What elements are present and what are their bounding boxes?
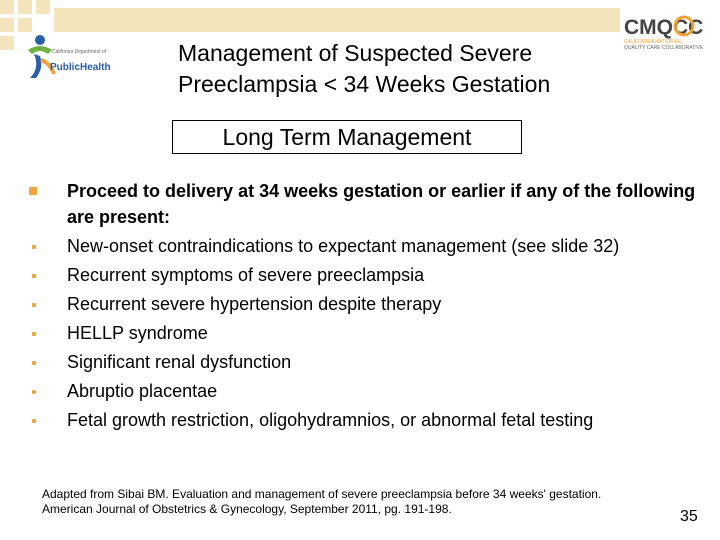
sub-bullet-text: New-onset contraindications to expectant management (see slide 32) bbox=[67, 236, 620, 256]
decorative-square bbox=[0, 0, 14, 14]
public-health-logo bbox=[22, 28, 114, 86]
dot-bullet-icon bbox=[32, 390, 36, 394]
main-bullet-text: Proceed to delivery at 34 weeks gestation or earlier if any of the following are present: bbox=[67, 181, 696, 227]
logo-wordmark: PublicHealth bbox=[50, 62, 111, 73]
main-bullet bbox=[27, 178, 707, 230]
dot-bullet-icon bbox=[32, 303, 36, 307]
sub-bullet-text: Recurrent symptoms of severe preeclampsia bbox=[67, 265, 425, 285]
dot-bullet-icon bbox=[32, 245, 36, 249]
dot-bullet-icon bbox=[32, 361, 36, 365]
sub-bullet bbox=[27, 261, 707, 289]
slide-title bbox=[178, 38, 658, 100]
square-bullet-icon bbox=[29, 187, 37, 195]
sub-bullet-text: HELLP syndrome bbox=[67, 323, 208, 343]
sub-bullet bbox=[27, 406, 707, 434]
bullet-list bbox=[27, 178, 707, 435]
page-number: 35 bbox=[680, 508, 698, 525]
sub-bullet-text: Abruptio placentae bbox=[67, 381, 218, 401]
sub-bullet bbox=[27, 319, 707, 347]
sub-bullet bbox=[27, 290, 707, 318]
svg-text:QUALITY CARE COLLABORATIVE: QUALITY CARE COLLABORATIVE bbox=[624, 45, 704, 51]
svg-text:California Department of: California Department of bbox=[52, 49, 107, 55]
sub-bullet bbox=[27, 232, 707, 260]
dot-bullet-icon bbox=[32, 332, 36, 336]
sub-bullet-text: Recurrent severe hypertension despite therapy bbox=[67, 294, 442, 314]
decorative-square bbox=[0, 36, 14, 50]
logo-wordmark: CMQCC bbox=[624, 16, 704, 39]
dot-bullet-icon bbox=[32, 419, 36, 423]
sub-bullet-text: Significant renal dysfunction bbox=[67, 352, 292, 372]
svg-text:CALIFORNIA MATERNAL: CALIFORNIA MATERNAL bbox=[624, 39, 682, 45]
section-heading: Long Term Management bbox=[172, 120, 522, 154]
top-decorative-bar bbox=[54, 8, 620, 32]
decorative-square bbox=[36, 0, 50, 14]
title-line-1: Management of Suspected Severe bbox=[178, 40, 533, 66]
sub-bullet bbox=[27, 377, 707, 405]
decorative-square bbox=[0, 18, 14, 32]
sub-bullet bbox=[27, 348, 707, 376]
dot-bullet-icon bbox=[32, 274, 36, 278]
decorative-square bbox=[18, 0, 32, 14]
reference-citation: Adapted from Sibai BM. Evaluation and management of severe preeclampsia before 34 weeks' gestation. American Journal of Obstetrics & Gynecology, September 2011, pg. 191-198. bbox=[42, 487, 602, 516]
sub-bullet-text: Fetal growth restriction, oligohydramnios, or abnormal fetal testing bbox=[67, 410, 594, 430]
title-line-2: Preeclampsia < 34 Weeks Gestation bbox=[178, 71, 551, 97]
